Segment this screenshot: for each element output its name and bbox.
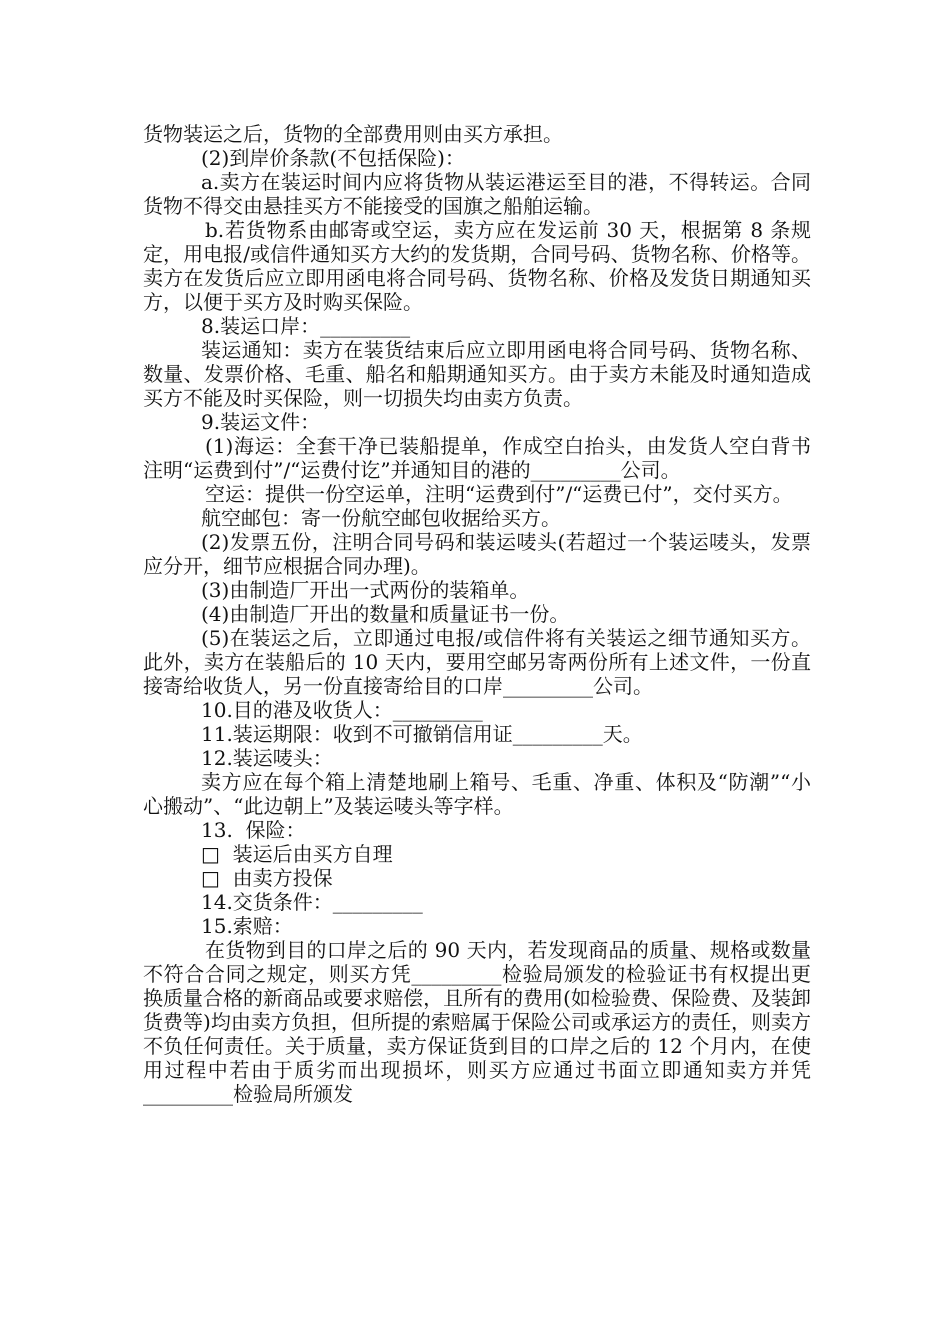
document-page — [143, 122, 811, 1106]
paragraph: 在货物到目的口岸之后的 90 天内，若发现商品的质量、规格或数量不符合合同之规定，则买方凭_________检验局颁发的检验证书有权提出更换质量合格的新商品或要求赔偿，且所有的费用(如检验费、保险费、及装卸货费等)均由卖方负担，但所提的索赔属于保险公司或承运方的责任，则卖方不负任何责任。关于质量，卖方保证货到目的口岸之后的 12 个月内，在使用过程中若由于质劣而出现损坏，则买方应通过书面立即通知卖方并凭_________检验局所颁发 — [143, 938, 811, 1106]
paragraph: 11.装运期限：收到不可撤销信用证_________天。 — [201, 722, 643, 746]
paragraph: 装运通知：卖方在装货结束后应立即用函电将合同号码、货物名称、数量、发票价格、毛重、船名和船期通知买方。由于卖方未能及时通知造成买方不能及时买保险，则一切损失均由卖方负责。 — [143, 338, 811, 410]
paragraph: 13. 保险： — [201, 818, 306, 842]
paragraph: 12.装运唛头： — [201, 746, 333, 770]
paragraph: 货物装运之后，货物的全部费用则由买方承担。 — [143, 122, 563, 146]
paragraph: (1)海运：全套干净已装船提单，作成空白抬头，由发货人空白背书注明“运费到付”/“运费付讫”并通知目的港的_________公司。 — [143, 434, 811, 482]
paragraph: b.若货物系由邮寄或空运，卖方应在发运前 30 天，根据第 8 条规定，用电报/或信件通知买方大约的发货期，合同号码、货物名称、价格等。卖方在发货后应立即用函电将合同号码、货物名称、价格及发货日期通知买方，以便于买方及时购买保险。 — [143, 218, 811, 314]
checkbox-option: □ 装运后由买方自理 — [201, 842, 393, 866]
paragraph: 9.装运文件： — [201, 410, 321, 434]
paragraph: 航空邮包：寄一份航空邮包收据给买方。 — [201, 506, 561, 530]
paragraph: (4)由制造厂开出的数量和质量证书一份。 — [201, 602, 570, 626]
paragraph: (2)到岸价条款(不包括保险)： — [201, 146, 465, 170]
paragraph: 15.索赔： — [201, 914, 293, 938]
paragraph: (5)在装运之后，立即通过电报/或信件将有关装运之细节通知买方。此外，卖方在装船后的 10 天内，要用空邮另寄两份所有上述文件，一份直接寄给收货人，另一份直接寄给目的口岸_________公司。 — [143, 626, 811, 698]
paragraph: 空运：提供一份空运单，注明“运费到付”/“运费已付”，交付买方。 — [205, 482, 793, 506]
paragraph: 卖方应在每个箱上清楚地刷上箱号、毛重、净重、体积及“防潮”“小心搬动”、“此边朝上”及装运唛头等字样。 — [143, 770, 811, 818]
paragraph: (2)发票五份，注明合同号码和装运唛头(若超过一个装运唛头，发票应分开，细节应根据合同办理)。 — [143, 530, 811, 578]
checkbox-option: □ 由卖方投保 — [201, 866, 333, 890]
paragraph: (3)由制造厂开出一式两份的装箱单。 — [201, 578, 530, 602]
paragraph: a.卖方在装运时间内应将货物从装运港运至目的港，不得转运。合同货物不得交由悬挂买方不能接受的国旗之船舶运输。 — [143, 170, 811, 218]
paragraph: 14.交货条件：_________ — [201, 890, 423, 914]
paragraph: 8.装运口岸：_________ — [201, 314, 411, 338]
paragraph: 10.目的港及收货人：_________ — [201, 698, 483, 722]
